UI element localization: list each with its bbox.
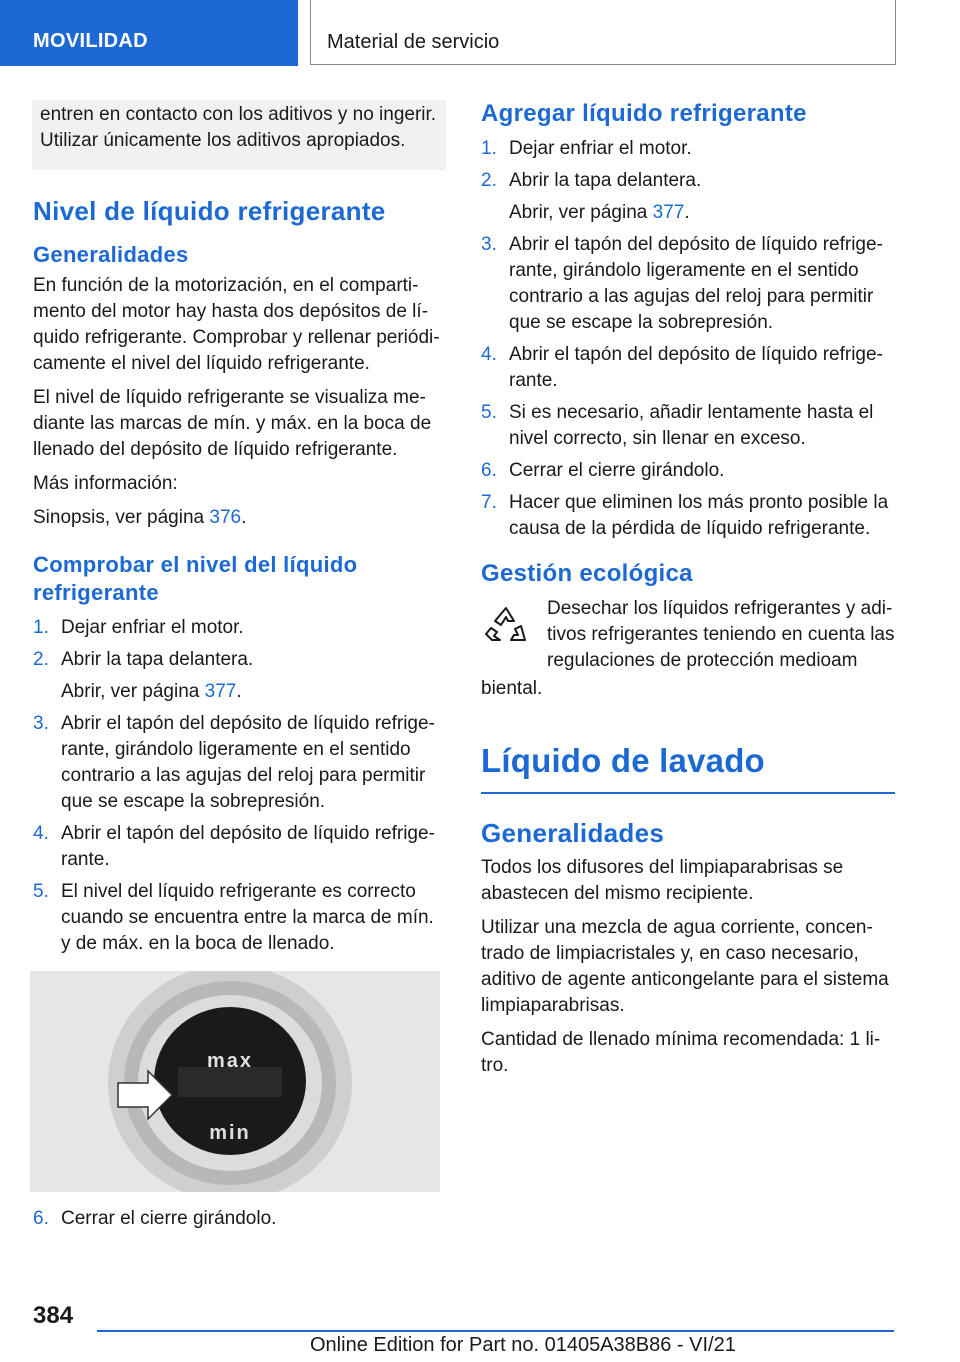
page-link-377[interactable]: 377 bbox=[204, 681, 237, 702]
list-item: 3. Abrir el tapón del depósito de líquido refrigerante, girándolo ligeramente en el sentido contrario a las agujas del reloj para permitir que se escape la sobrepresión. bbox=[481, 234, 883, 333]
page-number: 384 bbox=[33, 1302, 74, 1329]
list-item: 5. Si es necesario, añadir lentamente hasta el nivel correcto, sin llenar en exceso. bbox=[481, 402, 874, 449]
paragraph: Más información: bbox=[33, 473, 178, 494]
list-item: 6. Cerrar el cierre girándolo. bbox=[481, 460, 725, 481]
header-chapter-box bbox=[310, 0, 896, 65]
list-item: 7. Hacer que eliminen los más pronto posible la causa de la pérdida de líquido refrigerante. bbox=[481, 492, 889, 539]
min-mark: min bbox=[209, 1122, 251, 1144]
list-item: 4. Abrir el tapón del depósito de líquido refrigerante. bbox=[481, 344, 883, 391]
eco-note bbox=[481, 596, 895, 674]
check-steps-list-cont bbox=[33, 1206, 445, 1232]
eco-text: Desechar los líquidos refrigerantes y aditivos refrigerantes teniendo en cuenta las regulaciones de protección medioam bbox=[547, 598, 895, 671]
list-item: 2. Abrir la tapa delantera. Abrir, ver página 377. bbox=[481, 170, 702, 223]
list-item: 3. Abrir el tapón del depósito de líquido refrigerante, girándolo ligeramente en el sentido contrario a las agujas del reloj para permitir que se escape la sobrepresión. bbox=[33, 713, 435, 812]
footer-edition: Online Edition for Part no. 01405A38B86 - VI/21 bbox=[310, 1334, 736, 1356]
footer-divider bbox=[97, 1330, 894, 1332]
list-item: 1. Dejar enfriar el motor. bbox=[33, 617, 244, 638]
warning-text: entren en contacto con los aditivos y no ingerir. Utilizar únicamente los aditivos apropiados. bbox=[40, 104, 437, 151]
paragraph: Cantidad de llenado mínima recomendada: 1 litro. bbox=[481, 1029, 881, 1076]
recycle-icon bbox=[481, 602, 531, 660]
list-item: 1. Dejar enfriar el motor. bbox=[481, 138, 692, 159]
heading-check-level: Comprobar el nivel del líquido refrigerante bbox=[33, 552, 358, 605]
page-link-376[interactable]: 376 bbox=[209, 507, 242, 528]
heading-washer-fluid: Líquido de lavado bbox=[481, 742, 895, 794]
heading-general: Generalidades bbox=[33, 242, 189, 267]
list-item: 5. El nivel del líquido refrigerante es correcto cuando se encuentra entre la marca de mín. y de máx. en la boca de llenado. bbox=[33, 881, 434, 954]
paragraph-reference: Sinopsis, ver página 376. bbox=[33, 507, 247, 528]
coolant-cap-illustration bbox=[30, 971, 440, 1192]
list-item: 2. Abrir la tapa delantera. Abrir, ver página 377. bbox=[33, 649, 254, 702]
add-steps-list bbox=[481, 136, 895, 542]
right-column bbox=[481, 100, 895, 1087]
paragraph: Todos los difusores del limpiaparabrisas se abastecen del mismo recipiente. bbox=[481, 857, 844, 904]
heading-general: Generalidades bbox=[481, 818, 665, 848]
header-section-tab bbox=[0, 0, 298, 66]
check-steps-list bbox=[33, 615, 445, 957]
header-section-label: MOVILIDAD bbox=[33, 30, 148, 52]
paragraph: El nivel de líquido refrigerante se visualiza mediante las marcas de mín. y máx. en la boca de llenado del depósito de líquido refrigerante. bbox=[33, 387, 432, 460]
left-column bbox=[33, 100, 445, 1240]
page-link-377[interactable]: 377 bbox=[652, 202, 685, 223]
list-item: 6. Cerrar el cierre girándolo. bbox=[33, 1208, 277, 1229]
heading-eco: Gestión ecológica bbox=[481, 560, 693, 587]
heading-coolant-level: Nivel de líquido refrigerante bbox=[33, 196, 386, 226]
warning-box bbox=[32, 100, 446, 170]
header-chapter-label: Material de servicio bbox=[327, 31, 500, 53]
paragraph: En función de la motorización, en el compartimento del motor hay hasta dos depósitos de líquido refrigerante. Comprobar y rellenar periódicamente el nivel del líquido refrigerante. bbox=[33, 275, 440, 374]
eco-text-tail: biental. bbox=[481, 678, 543, 699]
max-mark: max bbox=[206, 1050, 254, 1072]
heading-add-coolant: Agregar líquido refrigerante bbox=[481, 100, 807, 127]
list-item: 4. Abrir el tapón del depósito de líquido refrigerante. bbox=[33, 823, 435, 870]
paragraph: Utilizar una mezcla de agua corriente, concentrado de limpiacristales y, en caso necesario, aditivo de agente anticongelante para el sistema limpiaparabrisas. bbox=[481, 917, 889, 1016]
coolant-cap-photo bbox=[30, 971, 440, 1192]
